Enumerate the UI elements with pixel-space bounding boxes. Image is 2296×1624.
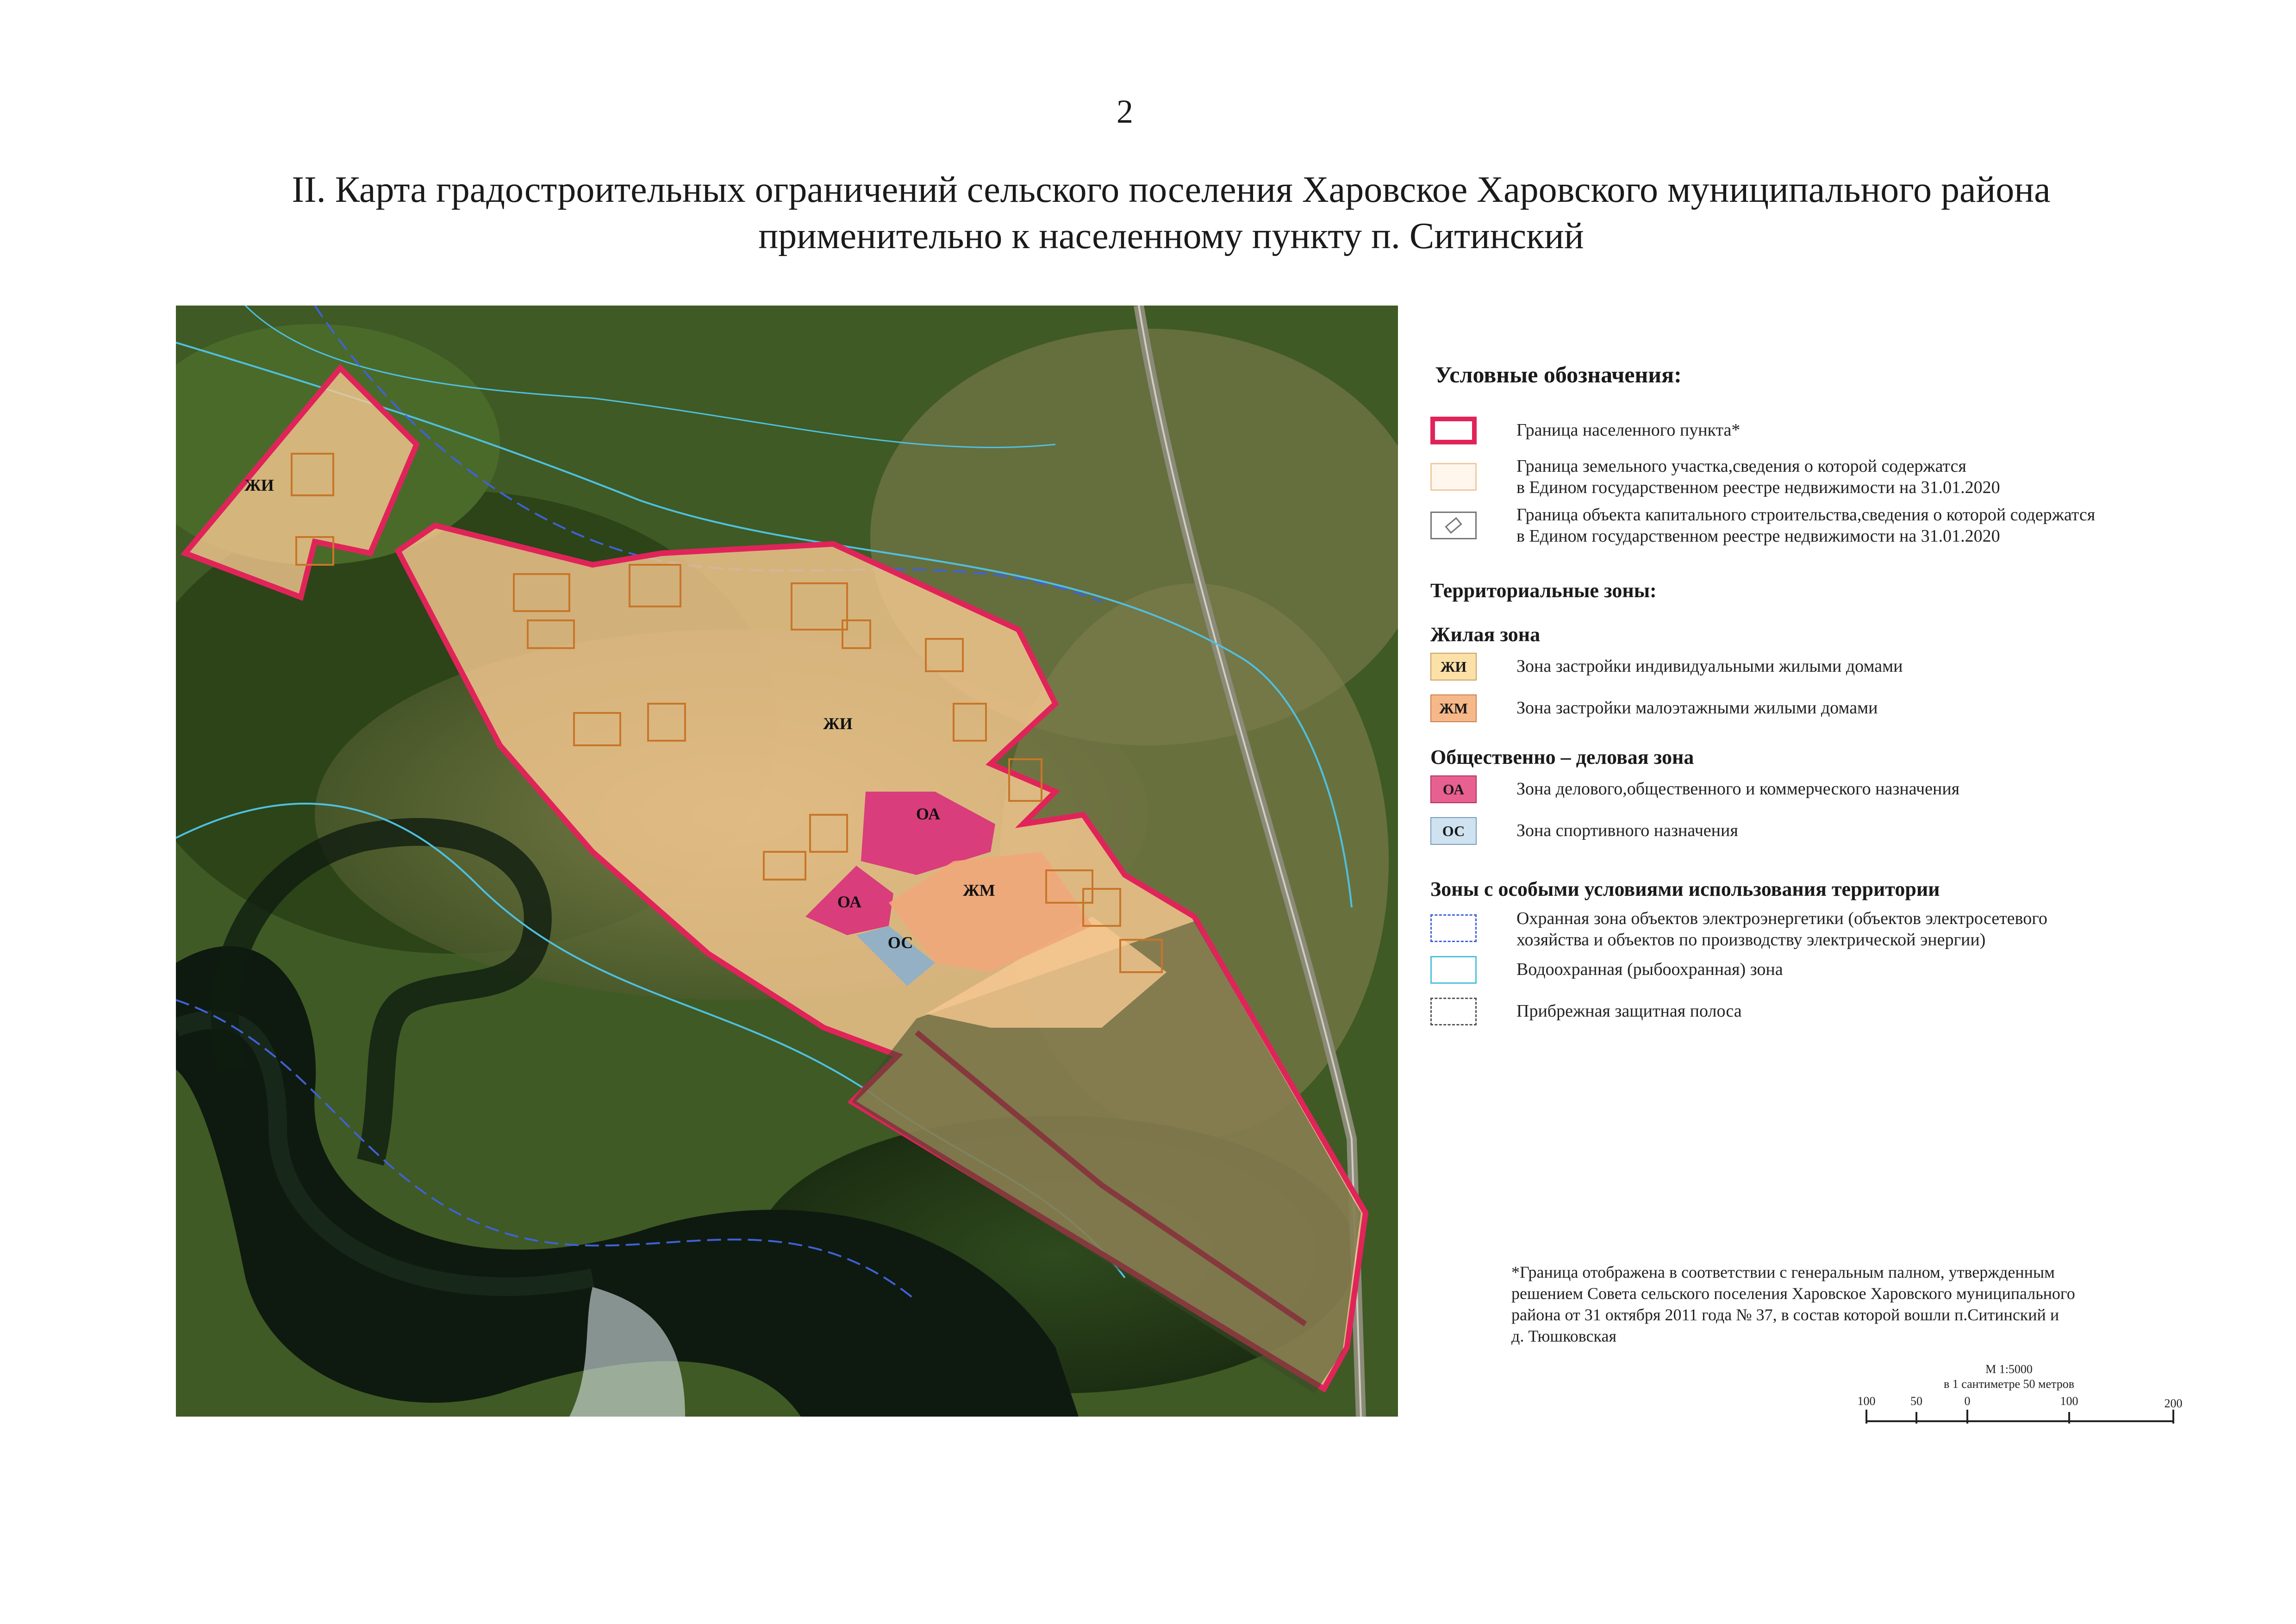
legend-text-parcel-1: Граница земельного участка,сведения о которой содержатся bbox=[1516, 456, 1966, 476]
footnote-line-4: д. Тюшковская bbox=[1511, 1327, 1617, 1345]
power-zone-swatch bbox=[1430, 914, 1477, 942]
zone-label-os: ОС bbox=[887, 933, 913, 952]
zhm-swatch: ЖМ bbox=[1430, 694, 1477, 722]
scale-tick-label-2: 50 bbox=[1910, 1394, 1922, 1408]
legend-territorial-title: Территориальные зоны: bbox=[1430, 579, 1657, 602]
building-icon bbox=[1445, 517, 1462, 534]
legend-residential-title: Жилая зона bbox=[1430, 623, 1541, 646]
legend-text-os: Зона спортивного назначения bbox=[1516, 821, 1738, 840]
legend-text-building-1: Граница объекта капитального строительства,сведения о которой содержатся bbox=[1516, 505, 2096, 525]
legend-text-boundary: Граница населенного пункта* bbox=[1516, 420, 1741, 440]
map-svg bbox=[176, 306, 1398, 1417]
land-parcel-swatch bbox=[1430, 463, 1477, 491]
scale-tick-label-1: 100 bbox=[1857, 1394, 1876, 1408]
title-line-1: II. Карта градостроительных ограничений сельского поселения Харовское Харовского муниципального района bbox=[292, 169, 2051, 210]
scale-bar bbox=[1842, 1361, 2194, 1435]
scale-tick-label-5: 200 bbox=[2164, 1397, 2183, 1410]
zone-label-zhi-nw: ЖИ bbox=[244, 476, 274, 494]
water-zone-swatch bbox=[1430, 956, 1477, 984]
scale-ratio: М 1:5000 bbox=[1985, 1362, 2033, 1376]
page-number: 2 bbox=[1117, 93, 1133, 130]
zone-label-zhm: ЖМ bbox=[963, 881, 995, 899]
zone-label-oa-1: ОА bbox=[916, 805, 941, 823]
oa-swatch: ОА bbox=[1430, 775, 1477, 803]
legend-text-coast: Прибрежная защитная полоса bbox=[1516, 1001, 1742, 1021]
scale-tick-label-3: 0 bbox=[1964, 1394, 1971, 1408]
zone-label-zhi-main: ЖИ bbox=[823, 714, 853, 733]
footnote-line-1: *Граница отображена в соответствии с генеральным палном, утвержденным bbox=[1511, 1263, 2055, 1281]
legend-text-parcel-2: в Едином государственном реестре недвижимости на 31.01.2020 bbox=[1516, 478, 2000, 497]
zhi-swatch: ЖИ bbox=[1430, 653, 1477, 681]
legend-special-title: Зоны с особыми условиями использования территории bbox=[1430, 878, 1940, 900]
legend-text-building-2: в Едином государственном реестре недвижимости на 31.01.2020 bbox=[1516, 526, 2000, 546]
legend-text-zhi: Зона застройки индивидуальными жилыми домами bbox=[1516, 656, 1903, 676]
legend-title: Условные обозначения: bbox=[1435, 362, 1682, 387]
satellite-map bbox=[176, 306, 1398, 1417]
title-line-2: применительно к населенному пункту п. Ситинский bbox=[758, 216, 1584, 256]
legend-text-zhm: Зона застройки малоэтажными жилыми домами bbox=[1516, 698, 1878, 718]
footnote-line-3: района от 31 октября 2011 года № 37, в состав которой вошли п.Ситинский и bbox=[1511, 1305, 2059, 1324]
building-swatch bbox=[1430, 512, 1477, 539]
scale-note: в 1 сантиметре 50 метров bbox=[1943, 1377, 2075, 1391]
zone-label-oa-2: ОА bbox=[837, 893, 862, 911]
legend-text-power-1: Охранная зона объектов электроэнергетики (объектов электросетевого bbox=[1516, 909, 2047, 928]
legend-text-oa: Зона делового,общественного и коммерческого назначения bbox=[1516, 779, 1960, 799]
settlement-boundary-swatch bbox=[1430, 417, 1477, 444]
legend-text-power-2: хозяйства и объектов по производству электрической энергии) bbox=[1516, 930, 1986, 949]
os-swatch: ОС bbox=[1430, 817, 1477, 845]
legend-public-title: Общественно – деловая зона bbox=[1430, 746, 1694, 768]
footnote-line-2: решением Совета сельского поселения Харовское Харовского муниципального bbox=[1511, 1284, 2075, 1303]
legend-text-water: Водоохранная (рыбоохранная) зона bbox=[1516, 960, 1783, 979]
scale-svg bbox=[1842, 1361, 2194, 1435]
footnote bbox=[1511, 1262, 2206, 1347]
coast-strip-swatch bbox=[1430, 998, 1477, 1025]
page-title bbox=[139, 167, 2203, 259]
scale-tick-label-4: 100 bbox=[2060, 1394, 2078, 1408]
